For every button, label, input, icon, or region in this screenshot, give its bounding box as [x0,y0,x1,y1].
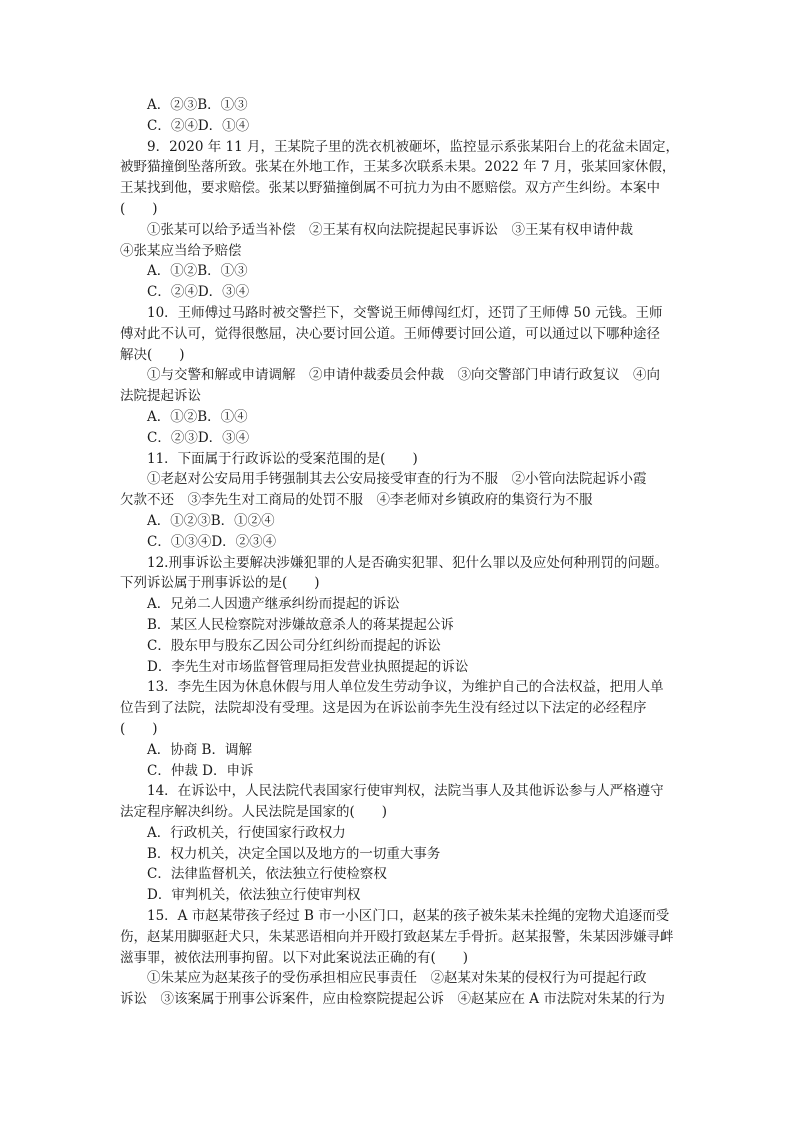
text-line: 被野猫撞倒坠落所致。张某在外地工作，王某多次联系未果。2022 年 7 月，张某回家休假， [120,159,676,176]
text-line: ( ) [120,200,158,217]
text-line: C．②④D．③④ [147,284,250,301]
text-line: C．法律监督机关，依法独立行使检察权 [147,866,387,883]
text-line: 9．2020 年 11 月，王某院子里的洗衣机被砸坏，监控显示系张某阳台上的花盆未固定， [147,138,679,155]
text-line: 滋事罪，被依法刑事拘留。以下对此案说法正确的有( ) [120,949,469,966]
text-line: 12.刑事诉讼主要解决涉嫌犯罪的人是否确实犯罪、犯什么罪以及应处何种刑罚的问题。 [147,554,668,571]
text-line: 诉讼 ③该案属于刑事公诉案件，应由检察院提起公诉 ④赵某应在 A 市法院对朱某的行为 [120,991,665,1008]
text-line: A．行政机关，行使国家行政权力 [147,824,346,841]
text-line: ①与交警和解或申请调解 ②申请仲裁委员会仲裁 ③向交警部门申请行政复议 ④向 [147,367,660,384]
text-line: A．兄弟二人因遗产继承纠纷而提起的诉讼 [147,596,400,613]
text-line: ④张某应当给予赔偿 [120,242,242,259]
text-line: A．协商 B．调解 [147,741,252,758]
text-line: C．②③D．③④ [147,429,250,446]
text-line: A．①②B．①③ [147,263,248,280]
text-line: 13．李先生因为休息休假与用人单位发生劳动争议，为维护自己的合法权益，把用人单 [147,679,664,696]
text-line: 王某找到他，要求赔偿。张某以野猫撞倒属不可抗力为由不愿赔偿。双方产生纠纷。本案中 [120,180,660,197]
text-line: B．权力机关，决定全国以及地方的一切重大事务 [147,845,441,862]
text-line: 位告到了法院，法院却没有受理。这是因为在诉讼前李先生没有经过以下法定的必经程序 [120,700,647,717]
text-line: C．②④D．①④ [147,117,250,134]
text-line: 11．下面属于行政诉讼的受案范围的是( ) [147,450,418,467]
text-line: ①老赵对公安局用手铐强制其去公安局接受审查的行为不服 ②小管向法院起诉小霞 [147,471,647,488]
text-line: 15．A 市赵某带孩子经过 B 市一小区门口，赵某的孩子被朱某未拴绳的宠物犬追逐而受 [147,908,670,925]
text-line: 解决( ) [120,346,185,363]
text-line: C．①③④D．②③④ [147,533,277,550]
text-line: 傅对此不认可，觉得很憋屈，决心要讨回公道。王师傅要讨回公道，可以通过以下哪种途径 [120,325,660,342]
text-line: 欠款不还 ③李先生对工商局的处罚不服 ④李老师对乡镇政府的集资行为不服 [120,492,593,509]
text-line: 下列诉讼属于刑事诉讼的是( ) [120,575,320,592]
text-line: C．股东甲与股东乙因公司分红纠纷而提起的诉讼 [147,637,441,654]
text-line: 法定程序解决纠纷。人民法院是国家的( ) [120,804,388,821]
text-line: D．审判机关，依法独立行使审判权 [147,887,361,904]
text-line: ①张某可以给予适当补偿 ②王某有权向法院提起民事诉讼 ③王某有权申请仲裁 [147,221,633,238]
text-line: D．李先生对市场监督管理局拒发营业执照提起的诉讼 [147,658,469,675]
text-line: C．仲裁 D．申诉 [147,762,254,779]
text-line: 14．在诉讼中，人民法院代表国家行使审判权，法院当事人及其他诉讼参与人严格遵守 [147,783,664,800]
text-line: ( ) [120,720,158,737]
text-line: A．①②③B．①②④ [147,512,275,529]
text-line: B．某区人民检察院对涉嫌故意杀人的蒋某提起公诉 [147,616,454,633]
text-line: 法院提起诉讼 [120,388,201,405]
text-line: 10．王师傅过马路时被交警拦下，交警说王师傅闯红灯，还罚了王师傅 50 元钱。王师 [147,304,663,321]
text-line: A．①②B．①④ [147,408,248,425]
text-line: 伤，赵某用脚驱赶犬只，朱某恶语相向并开殴打致赵某左手骨折。赵某报警，朱某因涉嫌寻衅 [120,928,674,945]
text-line: A．②③B．①③ [147,97,248,113]
text-line: ①朱某应为赵某孩子的受伤承担相应民事责任 ②赵某对朱某的侵权行为可提起行政 [147,970,647,987]
